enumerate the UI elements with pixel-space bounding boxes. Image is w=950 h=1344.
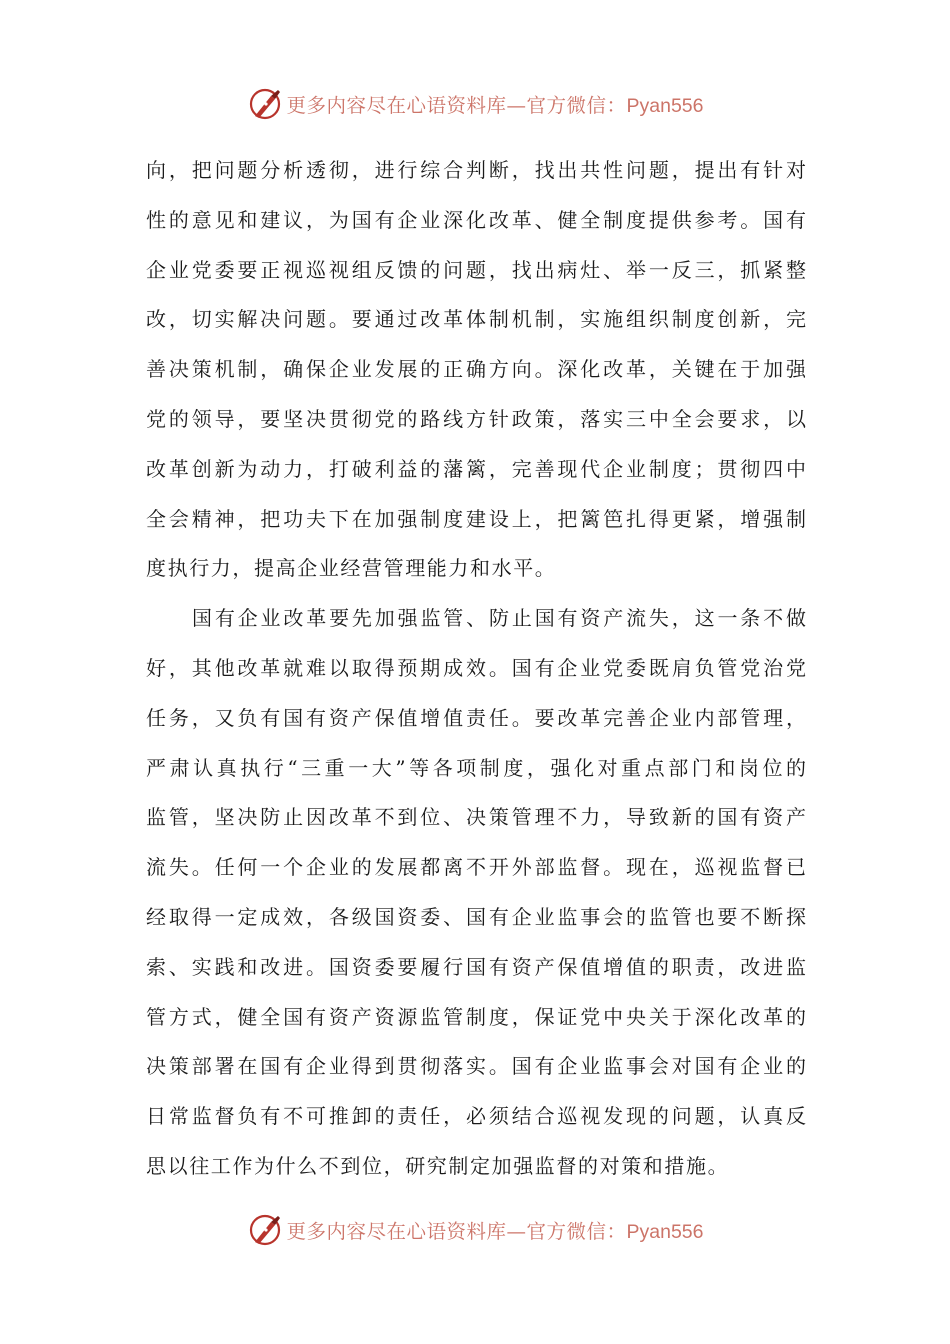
text-line: 向，把问题分析透彻，进行综合判断，找出共性问题，提出有针对 — [146, 158, 806, 182]
header-text: 更多内容尽在心语资料库—官方微信：Pyan556 — [286, 94, 704, 117]
pen-nib-logo-icon — [247, 1212, 283, 1248]
text-line: 任务，又负有国有资产保值增值责任。要改革完善企业内部管理， — [146, 705, 806, 730]
text-line: 改革创新为动力，打破利益的藩篱，完善现代企业制度；贯彻四中 — [146, 456, 806, 481]
text-line: 好，其他改革就难以取得预期成效。国有企业党委既肩负管党治党 — [146, 655, 806, 680]
text-line: 索、实践和改进。国资委要履行国有资产保值增值的职责，改进监 — [146, 954, 806, 979]
document-body — [146, 146, 806, 1192]
footer-text: 更多内容尽在心语资料库—官方微信：Pyan556 — [286, 1220, 704, 1243]
footer-brand: Pyan556 — [626, 1221, 704, 1243]
header-brand: Pyan556 — [626, 95, 704, 117]
footer-banner — [0, 1208, 950, 1252]
text-line: 监管，坚决防止因改革不到位、决策管理不力，导致新的国有资产 — [146, 805, 806, 830]
text-line: 思以往工作为什么不到位，研究制定加强监督的对策和措施。 — [146, 1153, 730, 1178]
paragraph — [146, 146, 806, 594]
header-banner — [0, 82, 950, 126]
text-line: 严肃认真执行“三重一大”等各项制度，强化对重点部门和岗位的 — [146, 755, 806, 780]
text-line: 党的领导，要坚决贯彻党的路线方针政策，落实三中全会要求，以 — [146, 406, 806, 431]
text-line: 国有企业改革要先加强监管、防止国有资产流失，这一条不做 — [192, 606, 806, 631]
text-line: 企业党委要正视巡视组反馈的问题，找出病灶、举一反三，抓紧整 — [146, 257, 806, 282]
text-line: 经取得一定成效，各级国资委、国有企业监事会的监管也要不断探 — [146, 904, 806, 929]
text-line: 性的意见和建议，为国有企业深化改革、健全制度提供参考。国有 — [146, 207, 806, 232]
text-line: 善决策机制，确保企业发展的正确方向。深化改革，关键在于加强 — [146, 357, 806, 382]
text-line: 管方式，健全国有资产资源监管制度，保证党中央关于深化改革的 — [146, 1004, 806, 1029]
text-line: 全会精神，把功夫下在加强制度建设上，把篱笆扎得更紧，增强制 — [146, 506, 806, 531]
text-line: 度执行力，提高企业经营管理能力和水平。 — [146, 556, 557, 581]
pen-nib-logo-icon — [247, 86, 283, 122]
text-line: 流失。任何一个企业的发展都离不开外部监督。现在，巡视监督已 — [146, 855, 806, 880]
paragraph — [146, 594, 806, 1192]
text-line: 日常监督负有不可推卸的责任，必须结合巡视发现的问题，认真反 — [146, 1104, 806, 1129]
text-line: 决策部署在国有企业得到贯彻落实。国有企业监事会对国有企业的 — [146, 1054, 806, 1079]
text-line: 改，切实解决问题。要通过改革体制机制，实施组织制度创新，完 — [146, 307, 806, 332]
